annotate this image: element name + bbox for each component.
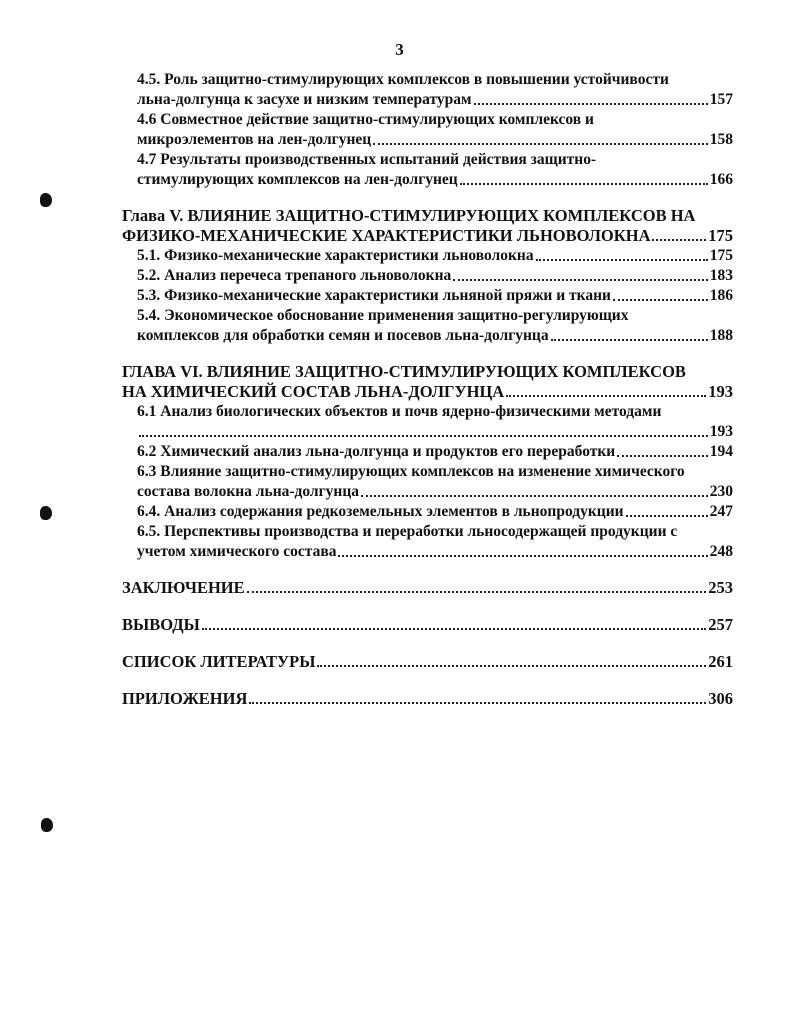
toc-page-number: 175 — [708, 226, 733, 245]
toc-page-number: 194 — [709, 443, 733, 460]
toc-line — [137, 70, 669, 90]
toc-line — [137, 90, 733, 110]
toc-section-line — [122, 689, 733, 709]
dot-leader — [551, 339, 708, 341]
toc-line — [137, 170, 733, 190]
toc-entry-text: 6.4. Анализ содержания редкоземельных элементов в льнопродукции — [137, 503, 624, 520]
toc-chapter-line — [122, 362, 686, 382]
toc-entry-text: состава волокна льна-долгунца — [137, 483, 360, 500]
page-number: 3 — [395, 40, 404, 59]
toc-chapter-line — [122, 206, 695, 226]
dot-leader — [613, 299, 708, 301]
dot-leader — [536, 259, 708, 261]
toc-entry-text: микроэлементов на лен-долгунец — [137, 131, 372, 148]
toc-section-line — [122, 578, 733, 598]
dot-leader — [202, 628, 706, 630]
toc-line — [137, 110, 594, 130]
toc-page-number: 166 — [709, 171, 733, 188]
toc-line — [137, 306, 628, 326]
scan-hole-mark — [40, 193, 52, 207]
dot-leader — [652, 239, 706, 241]
toc-line — [137, 462, 685, 482]
toc-entry-text: НА ХИМИЧЕСКИЙ СОСТАВ ЛЬНА-ДОЛГУНЦА — [122, 382, 505, 401]
toc-entry-text: комплексов для обработки семян и посевов льна-долгунца — [137, 327, 549, 344]
dot-leader — [460, 183, 708, 185]
dot-leader — [247, 591, 707, 593]
toc-entry-text: 6.2 Химический анализ льна-долгунца и продуктов его переработки — [137, 443, 616, 460]
toc-page-number: 193 — [708, 382, 733, 401]
dot-leader — [338, 555, 707, 557]
toc-line — [137, 266, 733, 286]
toc-page-number: 188 — [709, 327, 733, 344]
toc-section-line — [122, 652, 733, 672]
toc-page-number: 306 — [708, 689, 733, 708]
toc-page-number: 247 — [709, 503, 733, 520]
dot-leader — [506, 395, 706, 397]
toc-page-number: 257 — [708, 615, 733, 634]
toc-entry-text: ЗАКЛЮЧЕНИЕ — [122, 578, 245, 597]
scan-hole-mark — [40, 506, 52, 520]
toc-line — [137, 422, 733, 442]
toc-page-number: 230 — [709, 483, 733, 500]
dot-leader — [139, 435, 708, 437]
toc-chapter-line — [122, 226, 733, 246]
toc-page-number: 175 — [709, 247, 733, 264]
toc-entry-text: 4.7 Результаты производственных испытаний действия защитно- — [137, 151, 597, 168]
scan-hole-mark — [41, 818, 53, 832]
toc-line — [137, 522, 677, 542]
toc-entry-text: 6.3 Влияние защитно-стимулирующих комплексов на изменение химического — [137, 463, 685, 480]
dot-leader — [617, 455, 708, 457]
toc-line — [137, 150, 596, 170]
toc-entry-text: 5.2. Анализ перечеса трепаного льноволокна — [137, 267, 452, 284]
dot-leader — [317, 665, 706, 667]
toc-line — [137, 442, 733, 462]
toc-entry-text: ВЫВОДЫ — [122, 615, 200, 634]
toc-line — [137, 326, 733, 346]
toc-chapter-line — [122, 382, 733, 402]
toc-line — [137, 246, 733, 266]
toc-page-number: 261 — [708, 652, 733, 671]
toc-entry-text: стимулирующих комплексов на лен-долгунец — [137, 171, 458, 188]
toc-entry-text: льна-долгунца к засухе и низким температурам — [137, 91, 472, 108]
toc-entry-text: 4.5. Роль защитно-стимулирующих комплексов в повышении устойчивости — [137, 71, 669, 88]
dot-leader — [453, 279, 707, 281]
toc-entry-text: учетом химического состава — [137, 543, 337, 560]
toc-entry-text: 6.1 Анализ биологических объектов и почв ядерно-физическими методами — [137, 403, 662, 420]
toc-line — [137, 402, 661, 422]
toc-page-number: 253 — [708, 578, 733, 597]
toc-entry-text: 4.6 Совместное действие защитно-стимулирующих комплексов и — [137, 111, 594, 128]
toc-entry-text: СПИСОК ЛИТЕРАТУРЫ — [122, 652, 316, 671]
dot-leader — [474, 103, 708, 105]
toc-entry-text: Глава V. ВЛИЯНИЕ ЗАЩИТНО-СТИМУЛИРУЮЩИХ КОМПЛЕКСОВ НА — [122, 206, 696, 225]
toc-entry-text: ПРИЛОЖЕНИЯ — [122, 689, 248, 708]
toc-page-number: 193 — [709, 423, 733, 440]
toc-entry-text: ГЛАВА VI. ВЛИЯНИЕ ЗАЩИТНО-СТИМУЛИРУЮЩИХ КОМПЛЕКСОВ — [122, 362, 686, 381]
dot-leader — [249, 702, 706, 704]
toc-page-number: 158 — [709, 131, 733, 148]
toc-entry-text: 6.5. Перспективы производства и переработки льносодержащей продукции с — [137, 523, 678, 540]
toc-section-line — [122, 615, 733, 635]
toc-entry-text: 5.3. Физико-механические характеристики льняной пряжи и ткани — [137, 287, 611, 304]
toc-line — [137, 482, 733, 502]
toc-entry-text: 5.1. Физико-механические характеристики льноволокна — [137, 247, 534, 264]
toc-page-number: 183 — [709, 267, 733, 284]
dot-leader — [626, 515, 708, 517]
toc-line — [137, 502, 733, 522]
toc-line — [137, 130, 733, 150]
toc-page-number: 186 — [709, 287, 733, 304]
toc-line — [137, 286, 733, 306]
dot-leader — [373, 143, 708, 145]
toc-page-number: 248 — [709, 543, 733, 560]
toc-page-number: 157 — [709, 91, 733, 108]
toc-entry-text: 5.4. Экономическое обоснование применения защитно-регулирующих — [137, 307, 629, 324]
dot-leader — [361, 495, 708, 497]
toc-line — [137, 542, 733, 562]
toc-entry-text: ФИЗИКО-МЕХАНИЧЕСКИЕ ХАРАКТЕРИСТИКИ ЛЬНОВОЛОКНА — [122, 226, 651, 245]
